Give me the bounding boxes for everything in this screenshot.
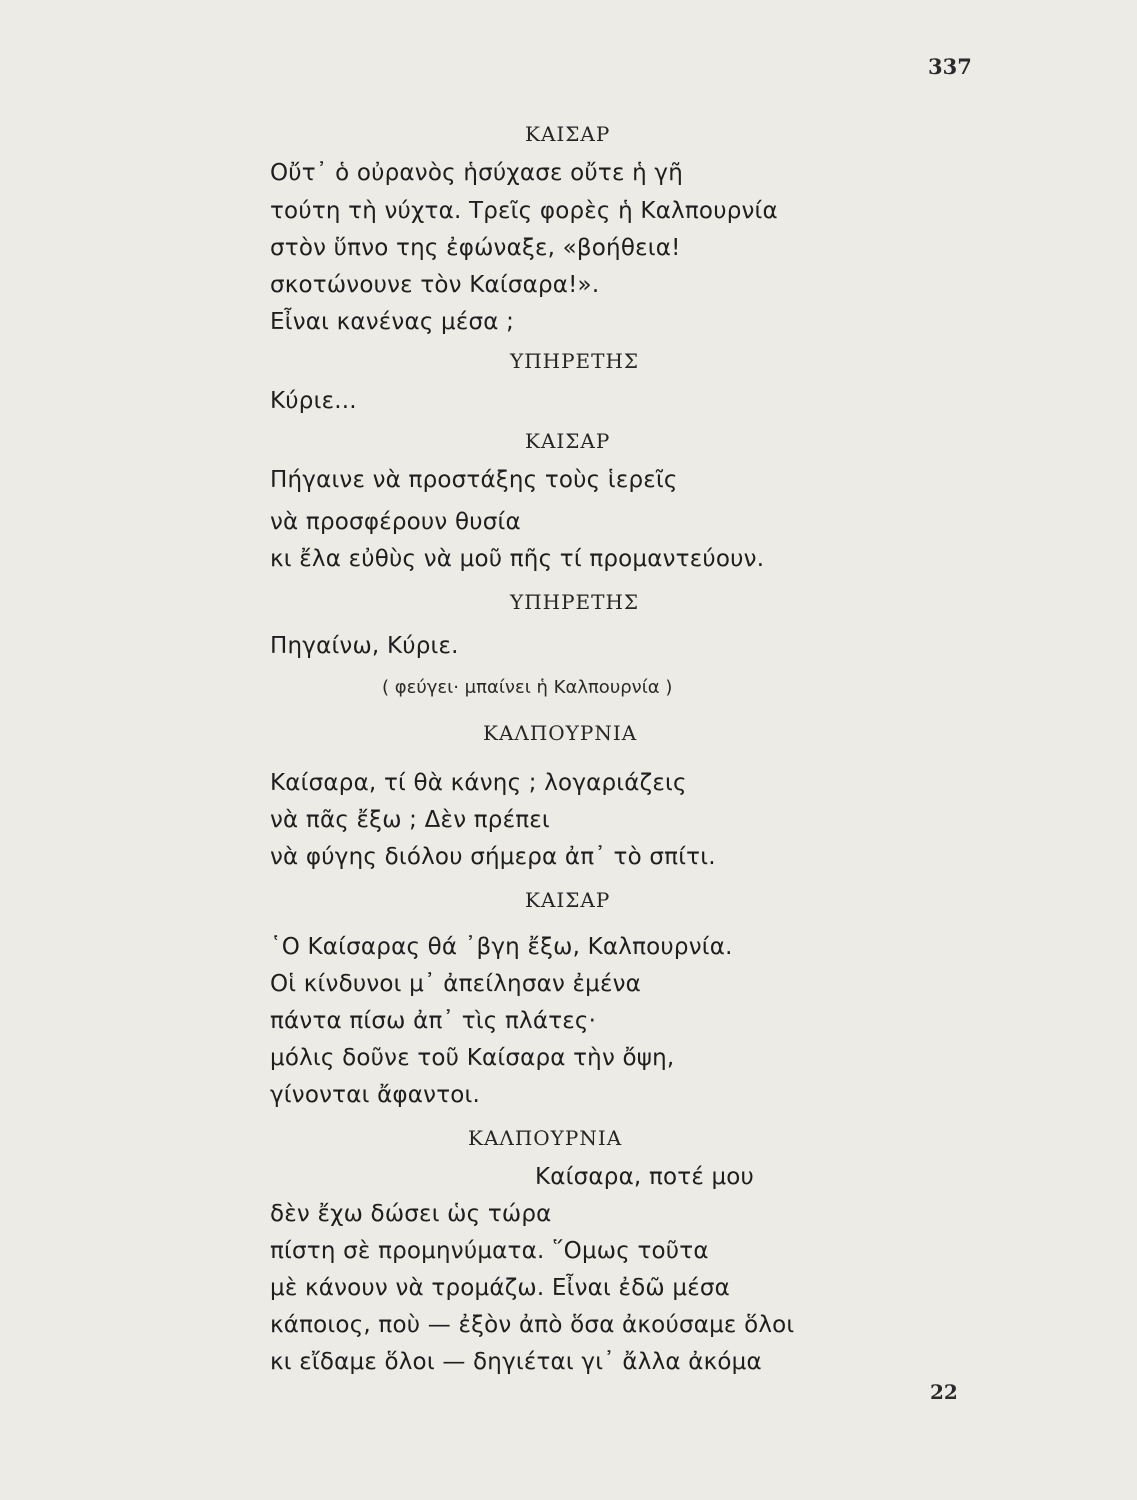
verse-line: νὰ φύγης διόλου σήμερα ἀπ᾽ τὸ σπίτι. <box>270 844 716 870</box>
verse-line: νὰ πᾶς ἔξω ; Δὲν πρέπει <box>270 807 550 833</box>
verse-line: πίστη σὲ προμηνύματα. ῞Ομως τοῦτα <box>270 1238 709 1264</box>
verse-line: τούτη τὴ νύχτα. Τρεῖς φορὲς ἡ Καλπουρνία <box>270 198 778 224</box>
verse-line: στὸν ὕπνο της ἐφώναξε, «βοήθεια! <box>270 235 681 261</box>
speaker-name: ΚΑΛΠΟΥΡΝΙΑ <box>468 1126 623 1150</box>
verse-line: Κύριε... <box>270 388 357 414</box>
verse-line: κι εἴδαμε ὅλοι — δηγιέται γι᾽ ἄλλα ἀκόμα <box>270 1349 762 1375</box>
verse-line: κι ἔλα εὐθὺς νὰ μοῦ πῆς τί προμαντεύουν. <box>270 546 765 572</box>
verse-line: Καίσαρα, ποτέ μου <box>535 1164 755 1190</box>
speaker-name: ΚΑΛΠΟΥΡΝΙΑ <box>483 721 638 745</box>
verse-line: δὲν ἔχω δώσει ὡς τώρα <box>270 1201 552 1227</box>
verse-line: πάντα πίσω ἀπ᾽ τὶς πλάτες· <box>270 1008 597 1034</box>
verse-line: Οἱ κίνδυνοι μ᾽ ἀπείλησαν ἐμένα <box>270 971 642 997</box>
verse-line: Καίσαρα, τί θὰ κάνης ; λογαριάζεις <box>270 770 687 796</box>
verse-line: Εἶναι κανένας μέσα ; <box>270 309 515 335</box>
verse-line: Πηγαίνω, Κύριε. <box>270 633 459 659</box>
verse-line: κάποιος, ποὺ — ἐξὸν ἀπὸ ὅσα ἀκούσαμε ὅλοι <box>270 1312 795 1338</box>
stage-direction: ( φεύγει· μπαίνει ἡ Καλπουρνία ) <box>382 677 673 698</box>
verse-line: νὰ προσφέρουν θυσία <box>270 509 521 535</box>
verse-line: γίνονται ἄφαντοι. <box>270 1082 481 1108</box>
speaker-name: ΚΑΙΣΑΡ <box>525 122 611 146</box>
verse-line: μόλις δοῦνε τοῦ Καίσαρα τὴν ὄψη, <box>270 1045 675 1071</box>
verse-line: σκοτώνουνε τὸν Καίσαρα!». <box>270 272 600 298</box>
verse-line: Οὔτ᾽ ὁ οὐρανὸς ἡσύχασε οὔτε ἡ γῆ <box>270 160 683 186</box>
verse-line: Πήγαινε νὰ προστάξης τοὺς ἱερεῖς <box>270 467 678 493</box>
speaker-name: ΚΑΙΣΑΡ <box>525 429 611 453</box>
speaker-name: ΥΠΗΡΕΤΗΣ <box>510 349 640 373</box>
signature-mark: 22 <box>930 1380 958 1404</box>
speaker-name: ΚΑΙΣΑΡ <box>525 888 611 912</box>
verse-line: μὲ κάνουν νὰ τρομάζω. Εἶναι ἐδῶ μέσα <box>270 1275 731 1301</box>
page-number: 337 <box>928 54 972 79</box>
verse-line: ῾Ο Καίσαρας θά ᾽βγη ἔξω, Καλπουρνία. <box>270 934 733 960</box>
speaker-name: ΥΠΗΡΕΤΗΣ <box>510 590 640 614</box>
